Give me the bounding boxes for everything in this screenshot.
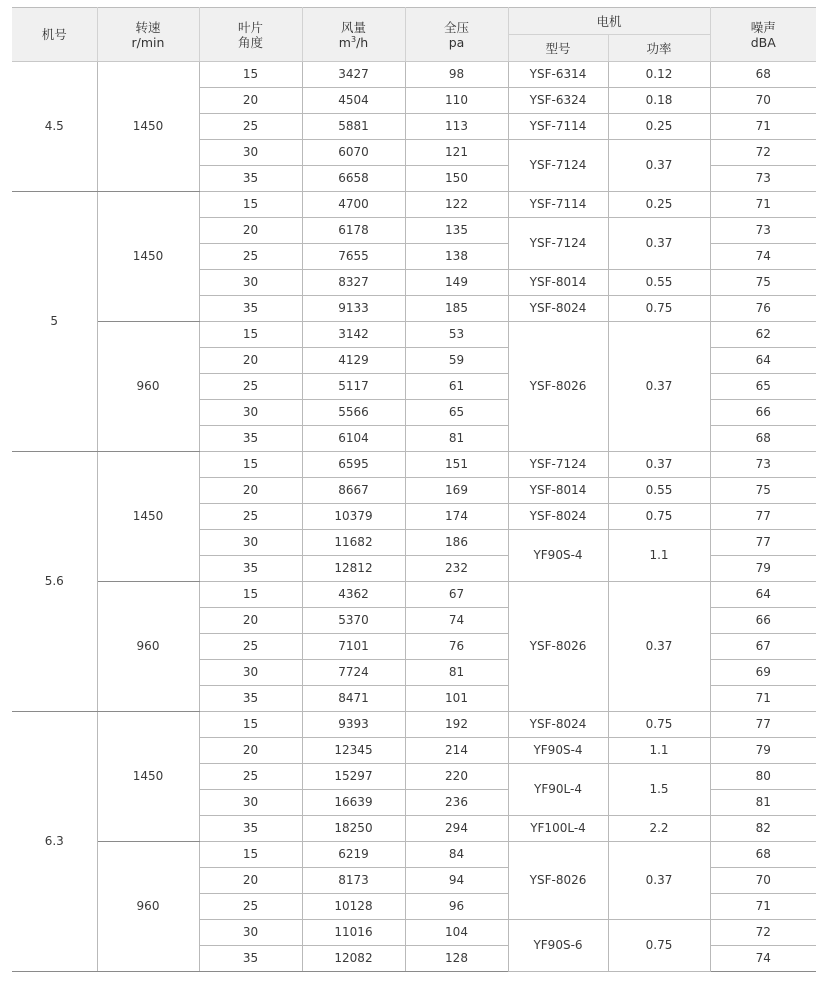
- table-row: [12, 452, 816, 478]
- speed-cell: 1450: [97, 712, 199, 842]
- flow-cell: 8667: [302, 478, 405, 504]
- noise-cell: 79: [710, 738, 816, 764]
- noise-cell: 77: [710, 504, 816, 530]
- angle-cell: 35: [199, 296, 302, 322]
- flow-cell: 5566: [302, 400, 405, 426]
- motor-power-cell: 0.75: [608, 504, 710, 530]
- angle-cell: 35: [199, 686, 302, 712]
- speed-cell: 1450: [97, 62, 199, 192]
- pressure-cell: 236: [405, 790, 508, 816]
- flow-cell: 16639: [302, 790, 405, 816]
- flow-cell: 18250: [302, 816, 405, 842]
- motor-power-cell: 0.25: [608, 114, 710, 140]
- motor-model-cell: YSF-8024: [508, 712, 608, 738]
- pressure-cell: 67: [405, 582, 508, 608]
- flow-cell: 12082: [302, 946, 405, 972]
- flow-cell: 10128: [302, 894, 405, 920]
- flow-cell: 4700: [302, 192, 405, 218]
- table-body: [12, 62, 816, 972]
- motor-model-cell: YSF-8026: [508, 322, 608, 452]
- flow-cell: 3142: [302, 322, 405, 348]
- pressure-cell: 94: [405, 868, 508, 894]
- pressure-cell: 65: [405, 400, 508, 426]
- angle-cell: 15: [199, 842, 302, 868]
- angle-cell: 25: [199, 114, 302, 140]
- flow-cell: 4504: [302, 88, 405, 114]
- motor-power-cell: 0.37: [608, 842, 710, 920]
- noise-cell: 66: [710, 400, 816, 426]
- noise-cell: 82: [710, 816, 816, 842]
- angle-cell: 15: [199, 452, 302, 478]
- table-row: [12, 322, 816, 348]
- noise-cell: 64: [710, 348, 816, 374]
- noise-cell: 68: [710, 426, 816, 452]
- motor-power-cell: 1.1: [608, 530, 710, 582]
- angle-cell: 30: [199, 400, 302, 426]
- angle-cell: 20: [199, 738, 302, 764]
- motor-model-cell: YSF-8024: [508, 504, 608, 530]
- pressure-cell: 61: [405, 374, 508, 400]
- angle-cell: 15: [199, 582, 302, 608]
- pressure-cell: 150: [405, 166, 508, 192]
- table-row: [12, 712, 816, 738]
- machine-cell: 4.5: [12, 62, 97, 192]
- angle-cell: 15: [199, 322, 302, 348]
- pressure-cell: 59: [405, 348, 508, 374]
- pressure-cell: 232: [405, 556, 508, 582]
- noise-cell: 68: [710, 62, 816, 88]
- flow-cell: 6178: [302, 218, 405, 244]
- header-pressure: 全压 pa: [405, 8, 508, 62]
- angle-cell: 30: [199, 660, 302, 686]
- flow-cell: 8173: [302, 868, 405, 894]
- noise-cell: 71: [710, 894, 816, 920]
- angle-cell: 20: [199, 88, 302, 114]
- angle-cell: 35: [199, 556, 302, 582]
- fan-spec-table: [12, 7, 816, 972]
- pressure-cell: 169: [405, 478, 508, 504]
- motor-power-cell: 0.37: [608, 452, 710, 478]
- angle-cell: 20: [199, 348, 302, 374]
- motor-model-cell: YF90L-4: [508, 764, 608, 816]
- noise-cell: 62: [710, 322, 816, 348]
- motor-power-cell: 0.18: [608, 88, 710, 114]
- header-motor-power: 功率: [608, 35, 710, 62]
- angle-cell: 25: [199, 894, 302, 920]
- pressure-cell: 214: [405, 738, 508, 764]
- noise-cell: 68: [710, 842, 816, 868]
- pressure-cell: 122: [405, 192, 508, 218]
- motor-power-cell: 0.55: [608, 478, 710, 504]
- motor-power-cell: 2.2: [608, 816, 710, 842]
- noise-cell: 66: [710, 608, 816, 634]
- header-motor-model: 型号: [508, 35, 608, 62]
- machine-cell: 5: [12, 192, 97, 452]
- motor-power-cell: 0.75: [608, 712, 710, 738]
- noise-cell: 79: [710, 556, 816, 582]
- noise-cell: 73: [710, 218, 816, 244]
- motor-model-cell: YF90S-6: [508, 920, 608, 972]
- flow-cell: 6658: [302, 166, 405, 192]
- noise-cell: 74: [710, 244, 816, 270]
- spec-table-container: [12, 7, 816, 972]
- noise-cell: 70: [710, 88, 816, 114]
- noise-cell: 73: [710, 166, 816, 192]
- angle-cell: 15: [199, 712, 302, 738]
- motor-power-cell: 0.75: [608, 920, 710, 972]
- pressure-cell: 121: [405, 140, 508, 166]
- angle-cell: 25: [199, 244, 302, 270]
- noise-cell: 81: [710, 790, 816, 816]
- motor-model-cell: YSF-6324: [508, 88, 608, 114]
- pressure-cell: 53: [405, 322, 508, 348]
- table-row: [12, 62, 816, 88]
- angle-cell: 35: [199, 946, 302, 972]
- machine-cell: 5.6: [12, 452, 97, 712]
- flow-cell: 4129: [302, 348, 405, 374]
- flow-cell: 5881: [302, 114, 405, 140]
- table-row: [12, 842, 816, 868]
- table-row: [12, 192, 816, 218]
- header-flow: 风量 $m^3/h$: [302, 8, 405, 62]
- header-blade-angle: 叶片 角度: [199, 8, 302, 62]
- pressure-cell: 185: [405, 296, 508, 322]
- flow-cell: 8327: [302, 270, 405, 296]
- motor-power-cell: 0.37: [608, 140, 710, 192]
- speed-cell: 1450: [97, 452, 199, 582]
- pressure-cell: 113: [405, 114, 508, 140]
- noise-cell: 67: [710, 634, 816, 660]
- pressure-cell: 84: [405, 842, 508, 868]
- flow-cell: 9393: [302, 712, 405, 738]
- noise-cell: 69: [710, 660, 816, 686]
- motor-power-cell: 0.37: [608, 322, 710, 452]
- pressure-cell: 81: [405, 426, 508, 452]
- pressure-cell: 110: [405, 88, 508, 114]
- header-machine: 机号: [12, 8, 97, 62]
- speed-cell: 960: [97, 842, 199, 972]
- motor-model-cell: YF90S-4: [508, 530, 608, 582]
- flow-cell: 7655: [302, 244, 405, 270]
- motor-model-cell: YSF-8026: [508, 582, 608, 712]
- table-row: [12, 582, 816, 608]
- motor-power-cell: 0.75: [608, 296, 710, 322]
- noise-cell: 77: [710, 530, 816, 556]
- angle-cell: 30: [199, 530, 302, 556]
- pressure-cell: 186: [405, 530, 508, 556]
- flow-cell: 15297: [302, 764, 405, 790]
- noise-cell: 71: [710, 192, 816, 218]
- flow-cell: 8471: [302, 686, 405, 712]
- flow-cell: 5117: [302, 374, 405, 400]
- noise-cell: 75: [710, 478, 816, 504]
- pressure-cell: 104: [405, 920, 508, 946]
- angle-cell: 20: [199, 218, 302, 244]
- angle-cell: 15: [199, 192, 302, 218]
- angle-cell: 20: [199, 608, 302, 634]
- motor-model-cell: YF90S-4: [508, 738, 608, 764]
- angle-cell: 25: [199, 504, 302, 530]
- pressure-cell: 151: [405, 452, 508, 478]
- angle-cell: 30: [199, 270, 302, 296]
- speed-cell: 960: [97, 322, 199, 452]
- noise-cell: 71: [710, 114, 816, 140]
- angle-cell: 35: [199, 166, 302, 192]
- pressure-cell: 135: [405, 218, 508, 244]
- motor-model-cell: YSF-7114: [508, 114, 608, 140]
- noise-cell: 72: [710, 920, 816, 946]
- pressure-cell: 101: [405, 686, 508, 712]
- pressure-cell: 192: [405, 712, 508, 738]
- flow-cell: 10379: [302, 504, 405, 530]
- flow-cell: 11682: [302, 530, 405, 556]
- noise-cell: 74: [710, 946, 816, 972]
- motor-power-cell: 0.37: [608, 582, 710, 712]
- noise-cell: 70: [710, 868, 816, 894]
- pressure-cell: 294: [405, 816, 508, 842]
- motor-power-cell: 0.12: [608, 62, 710, 88]
- header-speed: 转速 r/min: [97, 8, 199, 62]
- noise-cell: 64: [710, 582, 816, 608]
- angle-cell: 35: [199, 426, 302, 452]
- angle-cell: 25: [199, 374, 302, 400]
- motor-model-cell: YSF-7124: [508, 140, 608, 192]
- table-header: [12, 8, 816, 62]
- pressure-cell: 96: [405, 894, 508, 920]
- noise-cell: 76: [710, 296, 816, 322]
- flow-cell: 6595: [302, 452, 405, 478]
- noise-cell: 80: [710, 764, 816, 790]
- motor-power-cell: 0.37: [608, 218, 710, 270]
- motor-power-cell: 1.1: [608, 738, 710, 764]
- noise-cell: 77: [710, 712, 816, 738]
- pressure-cell: 220: [405, 764, 508, 790]
- angle-cell: 20: [199, 478, 302, 504]
- pressure-cell: 174: [405, 504, 508, 530]
- noise-cell: 73: [710, 452, 816, 478]
- pressure-cell: 81: [405, 660, 508, 686]
- angle-cell: 30: [199, 790, 302, 816]
- flow-cell: 5370: [302, 608, 405, 634]
- motor-power-cell: 0.55: [608, 270, 710, 296]
- flow-cell: 6070: [302, 140, 405, 166]
- motor-power-cell: 1.5: [608, 764, 710, 816]
- noise-cell: 75: [710, 270, 816, 296]
- flow-cell: 7724: [302, 660, 405, 686]
- noise-cell: 71: [710, 686, 816, 712]
- flow-cell: 6219: [302, 842, 405, 868]
- angle-cell: 30: [199, 920, 302, 946]
- pressure-cell: 128: [405, 946, 508, 972]
- motor-model-cell: YSF-7114: [508, 192, 608, 218]
- pressure-cell: 74: [405, 608, 508, 634]
- noise-cell: 65: [710, 374, 816, 400]
- header-motor: 电机: [508, 8, 710, 35]
- motor-model-cell: YSF-8026: [508, 842, 608, 920]
- pressure-cell: 98: [405, 62, 508, 88]
- motor-model-cell: YSF-8014: [508, 478, 608, 504]
- flow-cell: 3427: [302, 62, 405, 88]
- motor-model-cell: YSF-7124: [508, 452, 608, 478]
- flow-cell: 7101: [302, 634, 405, 660]
- motor-model-cell: YSF-8024: [508, 296, 608, 322]
- motor-model-cell: YSF-8014: [508, 270, 608, 296]
- motor-power-cell: 0.25: [608, 192, 710, 218]
- noise-cell: 72: [710, 140, 816, 166]
- header-noise: 噪声 dBA: [710, 8, 816, 62]
- speed-cell: 1450: [97, 192, 199, 322]
- angle-cell: 35: [199, 816, 302, 842]
- angle-cell: 15: [199, 62, 302, 88]
- flow-cell: 9133: [302, 296, 405, 322]
- angle-cell: 30: [199, 140, 302, 166]
- motor-model-cell: YSF-6314: [508, 62, 608, 88]
- motor-model-cell: YSF-7124: [508, 218, 608, 270]
- flow-cell: 12345: [302, 738, 405, 764]
- angle-cell: 25: [199, 634, 302, 660]
- flow-cell: 6104: [302, 426, 405, 452]
- pressure-cell: 149: [405, 270, 508, 296]
- flow-cell: 12812: [302, 556, 405, 582]
- machine-cell: 6.3: [12, 712, 97, 972]
- angle-cell: 25: [199, 764, 302, 790]
- pressure-cell: 138: [405, 244, 508, 270]
- flow-cell: 4362: [302, 582, 405, 608]
- pressure-cell: 76: [405, 634, 508, 660]
- speed-cell: 960: [97, 582, 199, 712]
- motor-model-cell: YF100L-4: [508, 816, 608, 842]
- flow-cell: 11016: [302, 920, 405, 946]
- angle-cell: 20: [199, 868, 302, 894]
